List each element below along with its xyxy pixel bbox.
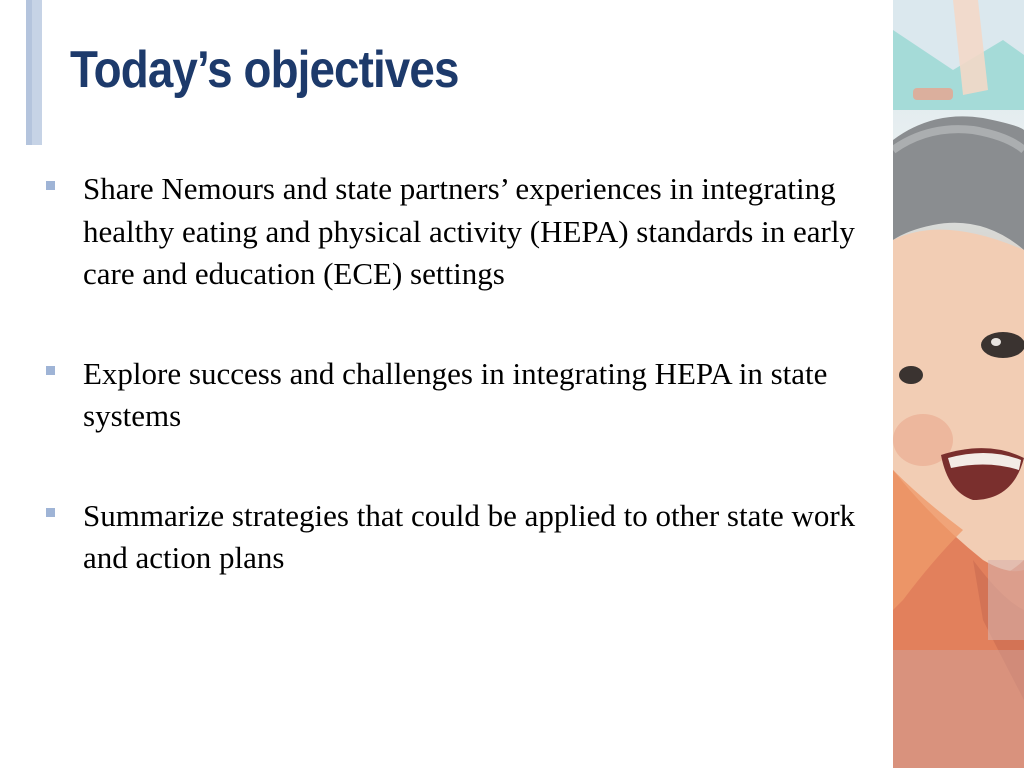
smiling-child-illustration bbox=[893, 0, 1024, 768]
bullet-text: Share Nemours and state partners’ experiences in integrating healthy eating and physical activity (HEPA) standards in early care and education (ECE) settings bbox=[83, 171, 855, 291]
child-photo bbox=[893, 0, 1024, 768]
slide-title: Today’s objectives bbox=[70, 41, 459, 99]
list-item bbox=[40, 353, 870, 438]
bullet-text: Explore success and challenges in integrating HEPA in state systems bbox=[83, 355, 828, 433]
list-item bbox=[40, 168, 870, 296]
title-accent-bar bbox=[26, 0, 42, 145]
objectives-list bbox=[40, 168, 870, 580]
list-item bbox=[40, 495, 870, 580]
square-bullet-icon bbox=[46, 181, 55, 190]
square-bullet-icon bbox=[46, 508, 55, 517]
square-bullet-icon bbox=[46, 366, 55, 375]
bullet-text: Summarize strategies that could be applied to other state work and action plans bbox=[83, 497, 856, 575]
